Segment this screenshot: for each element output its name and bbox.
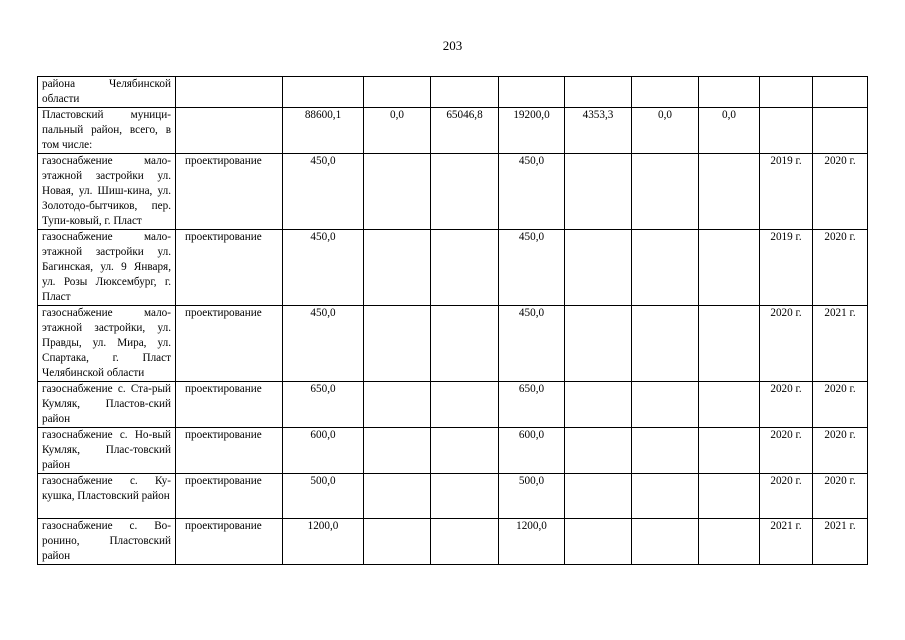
value-cell: 0,0 xyxy=(699,108,760,154)
value-cell xyxy=(431,382,499,428)
work-type-cell: проектирование xyxy=(176,382,283,428)
value-cell: 0,0 xyxy=(364,108,431,154)
value-cell: 450,0 xyxy=(499,306,565,382)
object-name-cell: газоснабжение с. Но-вый Кумляк, Плас-товский район xyxy=(38,428,176,474)
value-cell: 1200,0 xyxy=(499,519,565,565)
total-cell xyxy=(283,77,364,108)
start-year-cell: 2020 г. xyxy=(760,428,813,474)
value-cell: 450,0 xyxy=(499,154,565,230)
value-cell xyxy=(565,230,632,306)
work-type-cell: проектирование xyxy=(176,428,283,474)
total-cell: 450,0 xyxy=(283,230,364,306)
value-cell xyxy=(699,519,760,565)
total-cell: 1200,0 xyxy=(283,519,364,565)
funding-table xyxy=(37,76,868,565)
work-type-cell: проектирование xyxy=(176,230,283,306)
value-cell xyxy=(632,474,699,519)
value-cell: 500,0 xyxy=(499,474,565,519)
value-cell xyxy=(565,306,632,382)
page-number: 203 xyxy=(442,38,463,53)
end-year-cell: 2020 г. xyxy=(813,382,868,428)
work-type-cell: проектирование xyxy=(176,474,283,519)
value-cell xyxy=(364,519,431,565)
end-year-cell xyxy=(813,77,868,108)
value-cell xyxy=(431,77,499,108)
value-cell xyxy=(632,382,699,428)
value-cell xyxy=(632,77,699,108)
object-name-cell: района Челябинской области xyxy=(38,77,176,108)
value-cell xyxy=(699,77,760,108)
start-year-cell: 2019 г. xyxy=(760,154,813,230)
work-type-cell: проектирование xyxy=(176,306,283,382)
total-cell: 500,0 xyxy=(283,474,364,519)
object-name-cell: газоснабжение с. Во-ронино, Пластовский район xyxy=(38,519,176,565)
table-row xyxy=(38,382,868,428)
work-type-cell xyxy=(176,108,283,154)
total-cell: 450,0 xyxy=(283,306,364,382)
total-cell: 600,0 xyxy=(283,428,364,474)
table-row xyxy=(38,154,868,230)
work-type-cell xyxy=(176,77,283,108)
start-year-cell xyxy=(760,108,813,154)
value-cell xyxy=(699,154,760,230)
table-row xyxy=(38,474,868,519)
value-cell: 65046,8 xyxy=(431,108,499,154)
object-name-cell: Пластовский муници-пальный район, всего, в том числе: xyxy=(38,108,176,154)
value-cell xyxy=(431,306,499,382)
start-year-cell: 2019 г. xyxy=(760,230,813,306)
object-name-cell: газоснабжение с. Ку-кушка, Пластовский район xyxy=(38,474,176,519)
value-cell xyxy=(699,382,760,428)
end-year-cell: 2021 г. xyxy=(813,519,868,565)
table-row xyxy=(38,519,868,565)
value-cell xyxy=(431,230,499,306)
start-year-cell: 2020 г. xyxy=(760,382,813,428)
value-cell xyxy=(431,519,499,565)
end-year-cell: 2020 г. xyxy=(813,474,868,519)
value-cell xyxy=(565,154,632,230)
value-cell xyxy=(364,154,431,230)
object-name-cell: газоснабжение мало-этажной застройки, ул. Правды, ул. Мира, ул. Спартака, г. Пласт Челябинской области xyxy=(38,306,176,382)
value-cell xyxy=(632,230,699,306)
value-cell xyxy=(499,77,565,108)
value-cell xyxy=(565,474,632,519)
total-cell: 88600,1 xyxy=(283,108,364,154)
value-cell xyxy=(699,230,760,306)
value-cell xyxy=(431,154,499,230)
value-cell: 19200,0 xyxy=(499,108,565,154)
table-row xyxy=(38,230,868,306)
table-row xyxy=(38,428,868,474)
value-cell xyxy=(699,428,760,474)
value-cell xyxy=(364,230,431,306)
value-cell xyxy=(364,306,431,382)
end-year-cell: 2020 г. xyxy=(813,428,868,474)
value-cell xyxy=(632,154,699,230)
total-cell: 650,0 xyxy=(283,382,364,428)
value-cell xyxy=(364,382,431,428)
end-year-cell: 2020 г. xyxy=(813,154,868,230)
object-name-cell: газоснабжение с. Ста-рый Кумляк, Пластов-ский район xyxy=(38,382,176,428)
value-cell xyxy=(632,306,699,382)
work-type-cell: проектирование xyxy=(176,519,283,565)
value-cell: 600,0 xyxy=(499,428,565,474)
value-cell xyxy=(431,474,499,519)
start-year-cell: 2021 г. xyxy=(760,519,813,565)
start-year-cell: 2020 г. xyxy=(760,474,813,519)
value-cell xyxy=(699,306,760,382)
end-year-cell: 2021 г. xyxy=(813,306,868,382)
value-cell xyxy=(364,428,431,474)
value-cell xyxy=(699,474,760,519)
value-cell: 450,0 xyxy=(499,230,565,306)
value-cell: 0,0 xyxy=(632,108,699,154)
value-cell xyxy=(565,428,632,474)
value-cell xyxy=(632,519,699,565)
object-name-cell: газоснабжение мало-этажной застройки ул. Багинская, ул. 9 Января, ул. Розы Люксембург, г. Пласт xyxy=(38,230,176,306)
table-row xyxy=(38,77,868,108)
total-cell: 450,0 xyxy=(283,154,364,230)
start-year-cell xyxy=(760,77,813,108)
work-type-cell: проектирование xyxy=(176,154,283,230)
value-cell xyxy=(364,474,431,519)
value-cell xyxy=(565,382,632,428)
value-cell xyxy=(431,428,499,474)
table-row xyxy=(38,306,868,382)
value-cell: 4353,3 xyxy=(565,108,632,154)
value-cell xyxy=(632,428,699,474)
table-row xyxy=(38,108,868,154)
value-cell xyxy=(364,77,431,108)
value-cell xyxy=(565,519,632,565)
start-year-cell: 2020 г. xyxy=(760,306,813,382)
end-year-cell xyxy=(813,108,868,154)
value-cell xyxy=(565,77,632,108)
value-cell: 650,0 xyxy=(499,382,565,428)
object-name-cell: газоснабжение мало-этажной застройки ул. Новая, ул. Шиш-кина, ул. Золотодо-бытчиков, пер. Тупи-ковый, г. Пласт xyxy=(38,154,176,230)
end-year-cell: 2020 г. xyxy=(813,230,868,306)
